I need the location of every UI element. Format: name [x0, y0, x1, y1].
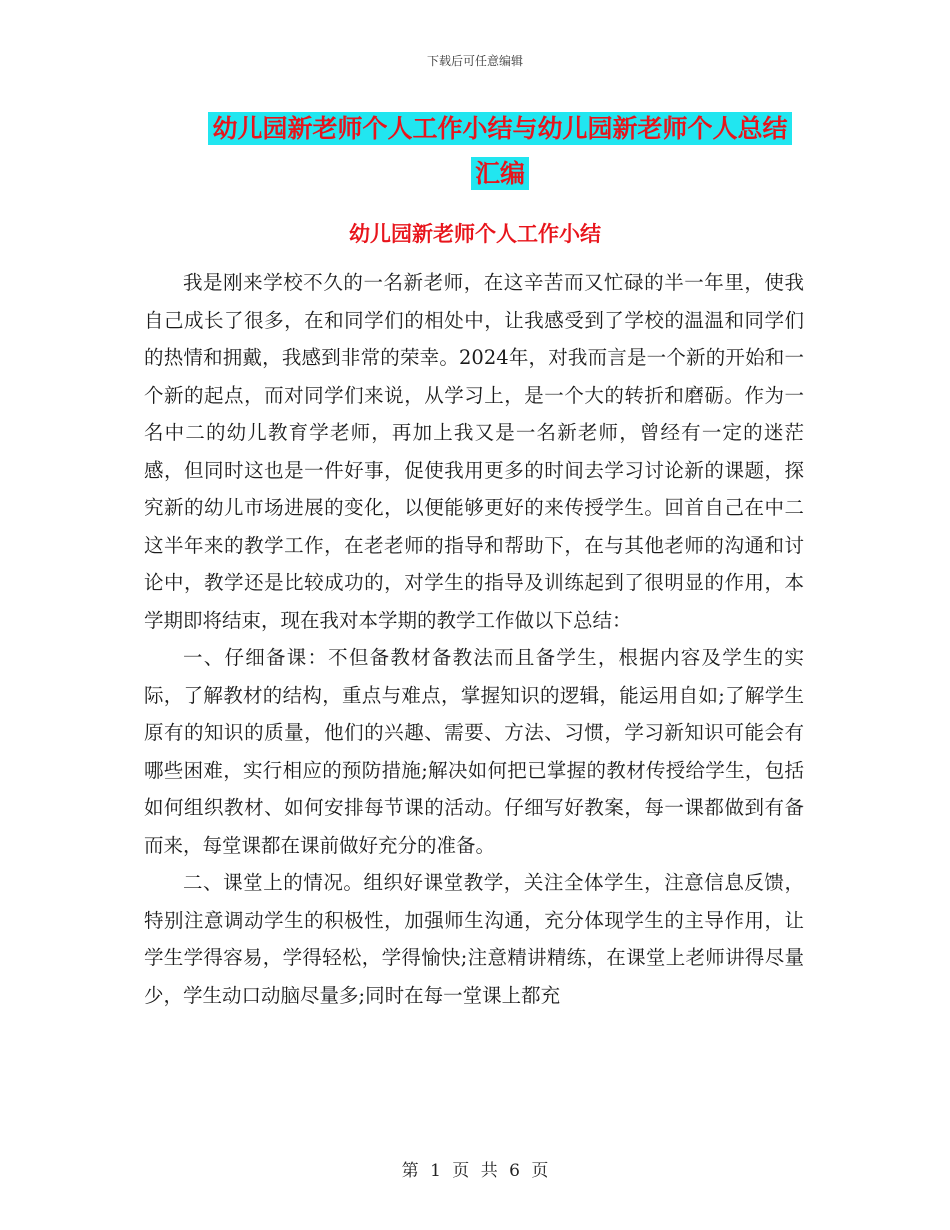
document-title — [190, 106, 810, 196]
paragraph-intro: 我是刚来学校不久的一名新老师，在这辛苦而又忙碌的半一年里，使我自己成长了很多，在和同学们的相处中，让我感受到了学校的温温和同学们的热情和拥戴，我感到非常的荣幸。2024年，对我而言是一个新的开始和一个新的起点，而对同学们来说，从学习上，是一个大的转折和磨砺。作为一名中二的幼儿教育学老师，再加上我又是一名新老师，曾经有一定的迷茫感，但同时这也是一件好事，促使我用更多的时间去学习讨论新的课题，探究新的幼儿市场进展的变化，以便能够更好的来传授学生。回首自己在中二这半年来的教学工作，在老老师的指导和帮助下，在与其他老师的沟通和讨论中，教学还是比较成功的，对学生的指导及训练起到了很明显的作用，本学期即将结束，现在我对本学期的教学工作做以下总结： — [144, 271, 804, 632]
paragraph-lesson-prep: 一、仔细备课：不但备教材备教法而且备学生，根据内容及学生的实际，了解教材的结构，重点与难点，掌握知识的逻辑，能运用自如;了解学生原有的知识的质量，他们的兴趣、需要、方法、习惯，学习新知识可能会有哪些困难，实行相应的预防措施;解决如何把已掌握的教材传授给学生，包括如何组织教材、如何安排每节课的活动。仔细写好教案，每一课都做到有备而来，每堂课都在课前做好充分的准备。 — [144, 646, 804, 857]
document-body — [144, 264, 804, 1014]
header-note: 下载后可任意编辑 — [426, 54, 523, 68]
paragraph-classroom: 二、课堂上的情况。组织好课堂教学，关注全体学生，注意信息反馈，特别注意调动学生的积极性，加强师生沟通，充分体现学生的主导作用，让学生学得容易，学得轻松，学得愉快;注意精讲精练，在课堂上老师讲得尽量少，学生动口动脑尽量多;同时在每一堂课上都充 — [144, 871, 804, 1007]
section-title: 幼儿园新老师个人工作小结 — [349, 221, 601, 246]
page-number-footer: 第 1 页 共 6 页 — [401, 1161, 549, 1181]
document-title-line2: 汇编 — [471, 157, 529, 190]
document-title-line1: 幼儿园新老师个人工作小结与幼儿园新老师个人总结 — [208, 112, 791, 145]
